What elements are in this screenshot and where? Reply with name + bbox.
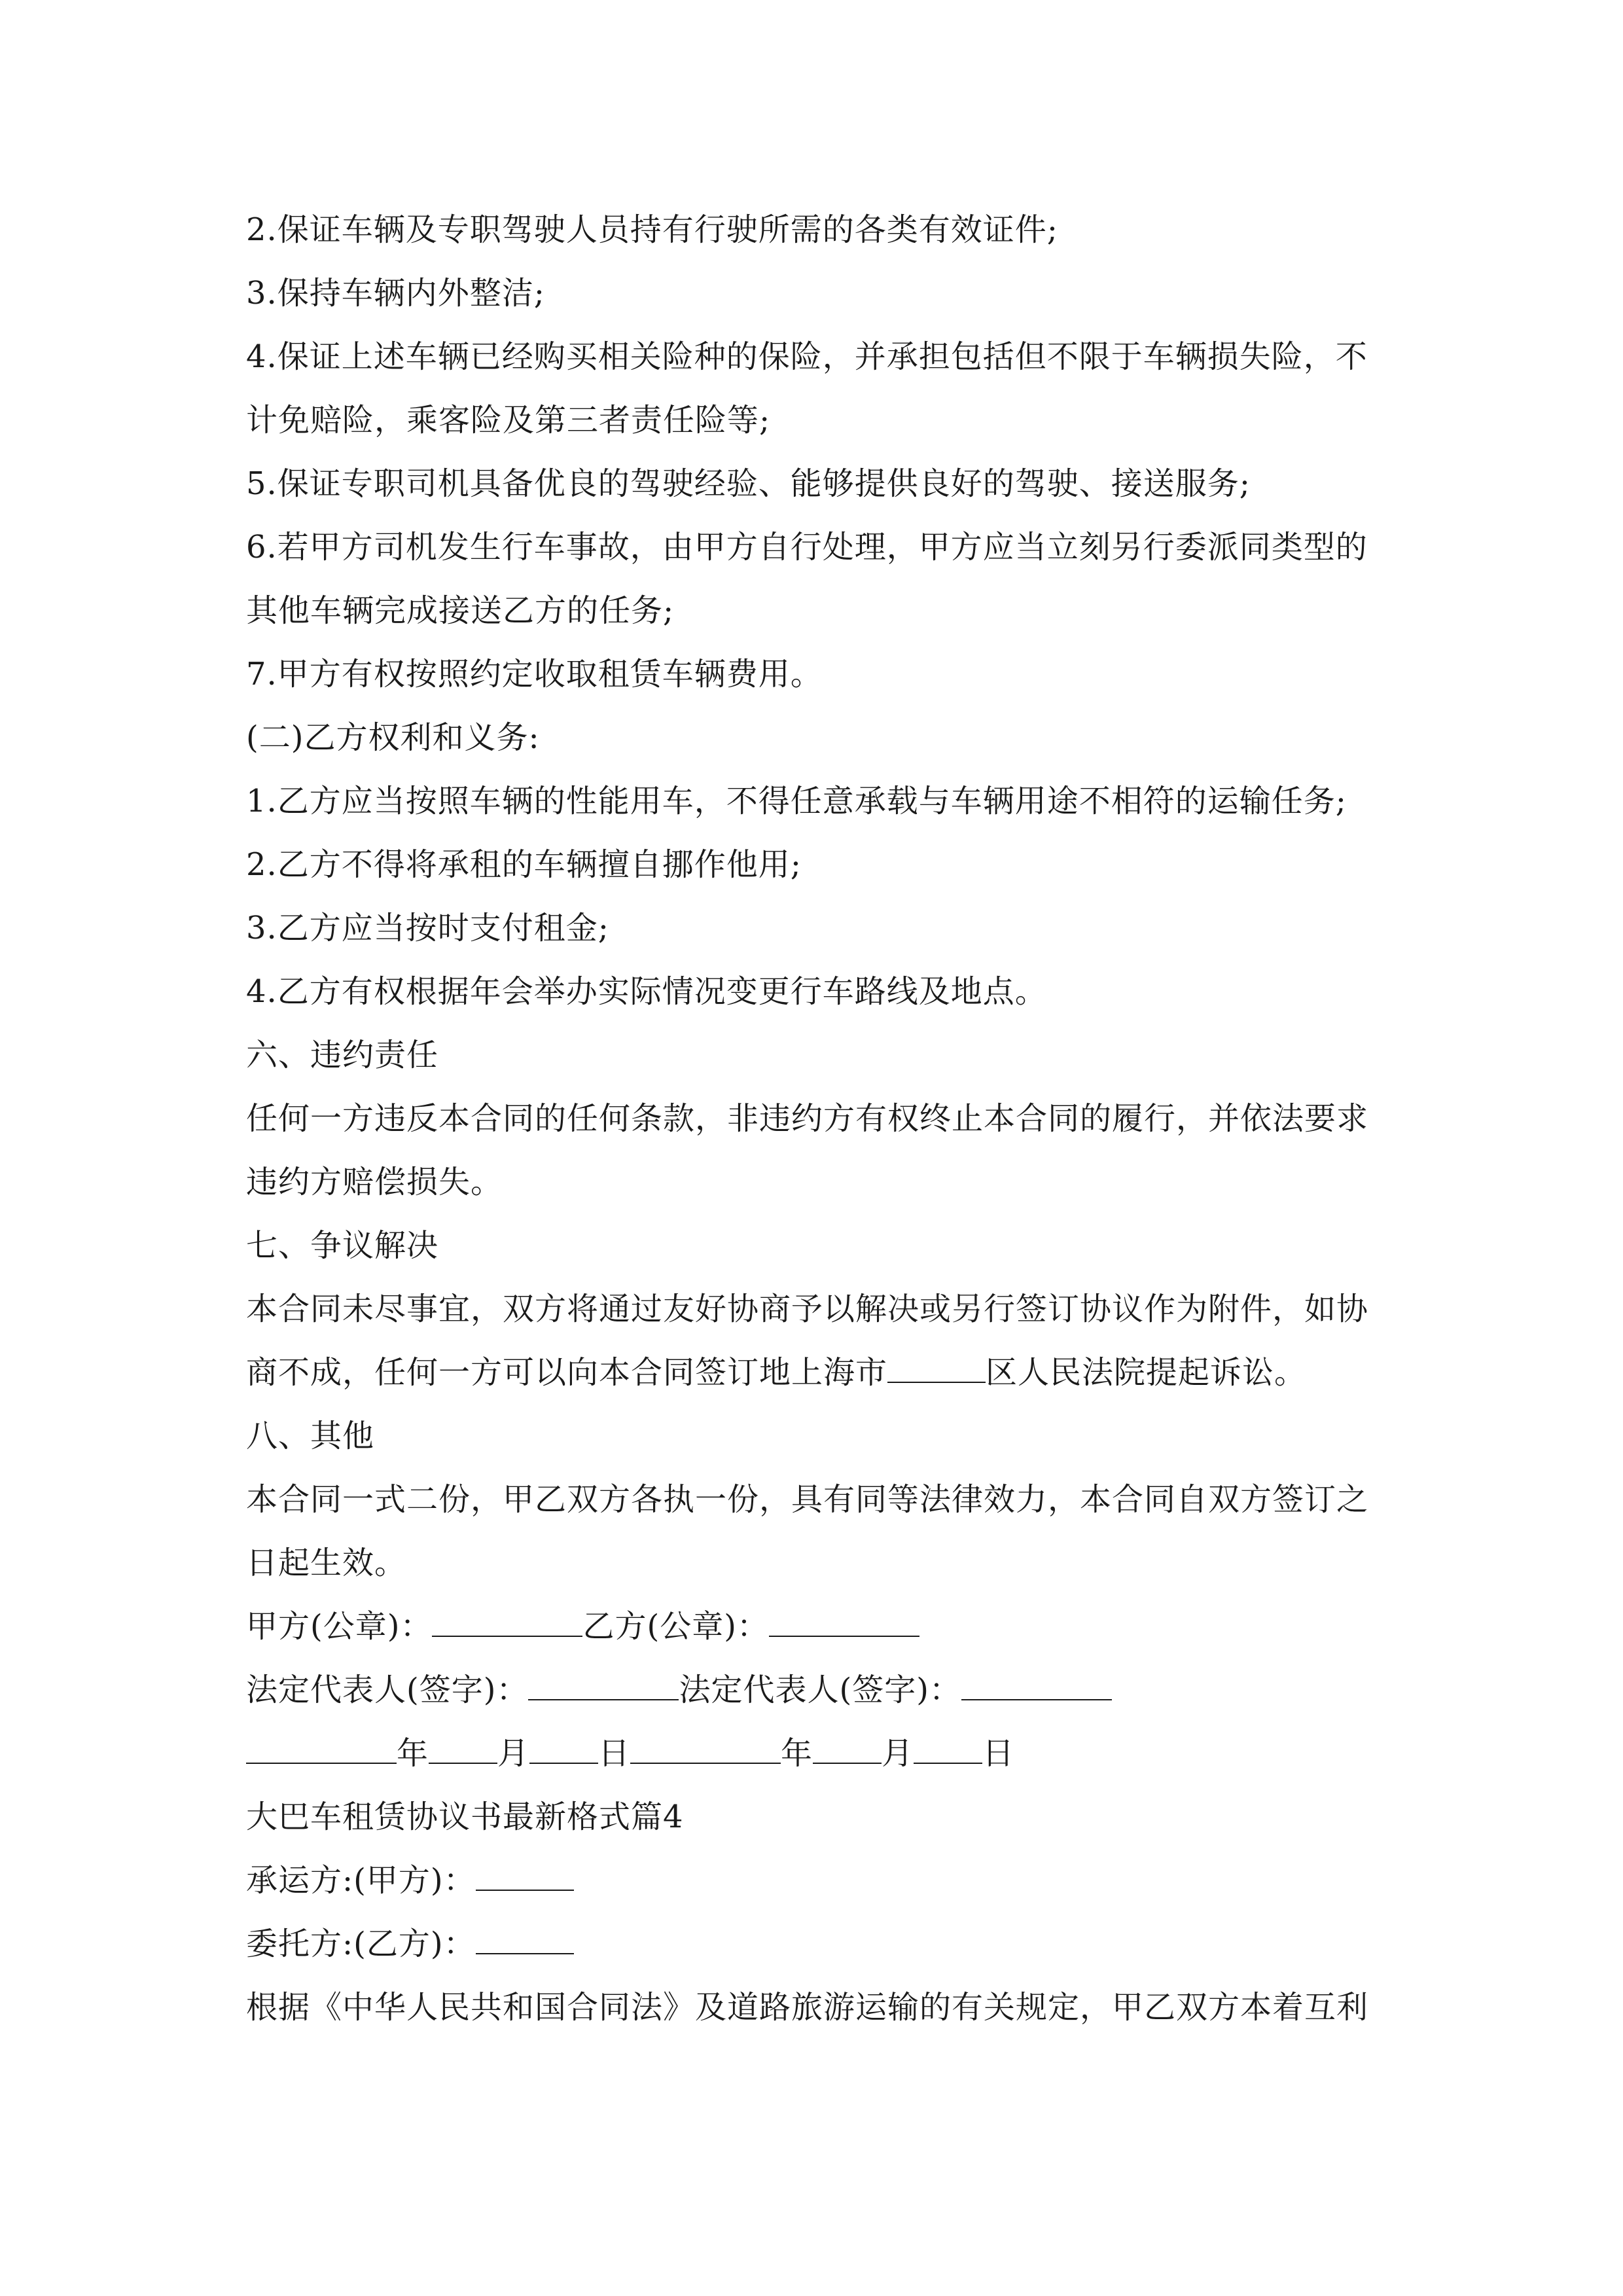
clause-line: 5.保证专职司机具备优良的驾驶经验、能够提供良好的驾驶、接送服务;: [246, 465, 1251, 502]
clause-line: 6.若甲方司机发生行车事故，由甲方自行处理，甲方应当立刻另行委派同类型的: [246, 529, 1368, 565]
date-b-year-blank[interactable]: [630, 1738, 781, 1764]
carrier-line: [246, 1849, 1378, 1912]
client-line: [246, 1912, 1378, 1976]
clause-line: 2.保证车辆及专职驾驶人员持有行驶所需的各类有效证件;: [246, 211, 1058, 248]
party-a-seal-blank[interactable]: [432, 1611, 582, 1637]
client-label: 委托方:(乙方)：: [246, 1926, 476, 1962]
section-heading: 六、违约责任: [246, 1037, 439, 1073]
rep-a-signature-blank[interactable]: [528, 1674, 679, 1700]
day-label: 日: [982, 1735, 1015, 1772]
dispute-court-line: [246, 1341, 1378, 1405]
clause-line: 1.乙方应当按照车辆的性能用车，不得任意承载与车辆用途不相符的运输任务;: [246, 783, 1347, 819]
clause-line: 4.保证上述车辆已经购买相关险种的保险，并承担包括但不限于车辆损失险，不: [246, 338, 1368, 375]
date-a-month-blank[interactable]: [429, 1738, 497, 1764]
clause-line: 本合同未尽事宜，双方将通过友好协商予以解决或另行签订协议作为附件，如协: [246, 1291, 1369, 1327]
dispute-text-after: 区人民法院提起诉讼。: [986, 1354, 1307, 1391]
clause-line: 2.乙方不得将承租的车辆擅自挪作他用;: [246, 846, 802, 883]
intro-line: 根据《中华人民共和国合同法》及道路旅游运输的有关规定，甲乙双方本着互利: [246, 1989, 1369, 2026]
date-b-day-blank[interactable]: [914, 1738, 982, 1764]
day-label: 日: [598, 1735, 631, 1772]
document-body: [246, 198, 1378, 2039]
clause-line: 违约方赔偿损失。: [246, 1164, 503, 1200]
date-b-month-blank[interactable]: [813, 1738, 882, 1764]
month-label: 月: [497, 1735, 530, 1772]
party-b-seal-label: 乙方(公章)：: [582, 1608, 769, 1645]
seal-line: [246, 1595, 1378, 1659]
section-title: 大巴车租赁协议书最新格式篇4: [246, 1799, 684, 1835]
clause-line: 7.甲方有权按照约定收取租赁车辆费用。: [246, 656, 823, 692]
date-line: [246, 1722, 1378, 1785]
clause-line: 任何一方违反本合同的任何条款，非违约方有权终止本合同的履行，并依法要求: [246, 1100, 1369, 1137]
rep-b-signature-blank[interactable]: [961, 1674, 1112, 1700]
section-heading: 七、争议解决: [246, 1227, 439, 1264]
court-district-blank[interactable]: [887, 1357, 986, 1383]
clause-line: 计免赔险，乘客险及第三者责任险等;: [246, 402, 771, 439]
section-heading: 八、其他: [246, 1418, 375, 1454]
party-b-seal-blank[interactable]: [769, 1611, 919, 1637]
clause-line: 日起生效。: [246, 1545, 407, 1581]
clause-line: 其他车辆完成接送乙方的任务;: [246, 592, 675, 629]
client-blank[interactable]: [476, 1928, 574, 1954]
party-a-seal-label: 甲方(公章)：: [246, 1608, 433, 1645]
date-a-year-blank[interactable]: [246, 1738, 397, 1764]
year-label: 年: [781, 1735, 813, 1772]
dispute-text-before: 商不成，任何一方可以向本合同签订地上海市: [246, 1354, 888, 1391]
carrier-label: 承运方:(甲方)：: [246, 1862, 476, 1899]
rep-a-label: 法定代表人(签字)：: [246, 1672, 529, 1708]
clause-line: 3.乙方应当按时支付租金;: [246, 910, 609, 946]
carrier-blank[interactable]: [476, 1865, 574, 1891]
month-label: 月: [882, 1735, 914, 1772]
representative-line: [246, 1659, 1378, 1722]
rep-b-label: 法定代表人(签字)：: [679, 1672, 961, 1708]
clause-line: 3.保持车辆内外整洁;: [246, 275, 545, 312]
clause-line: 本合同一式二份，甲乙双方各执一份，具有同等法律效力，本合同自双方签订之: [246, 1481, 1369, 1518]
year-label: 年: [397, 1735, 429, 1772]
clause-line: 4.乙方有权根据年会举办实际情况变更行车路线及地点。: [246, 973, 1047, 1010]
section-heading: (二)乙方权利和义务:: [246, 719, 540, 756]
date-a-day-blank[interactable]: [529, 1738, 598, 1764]
